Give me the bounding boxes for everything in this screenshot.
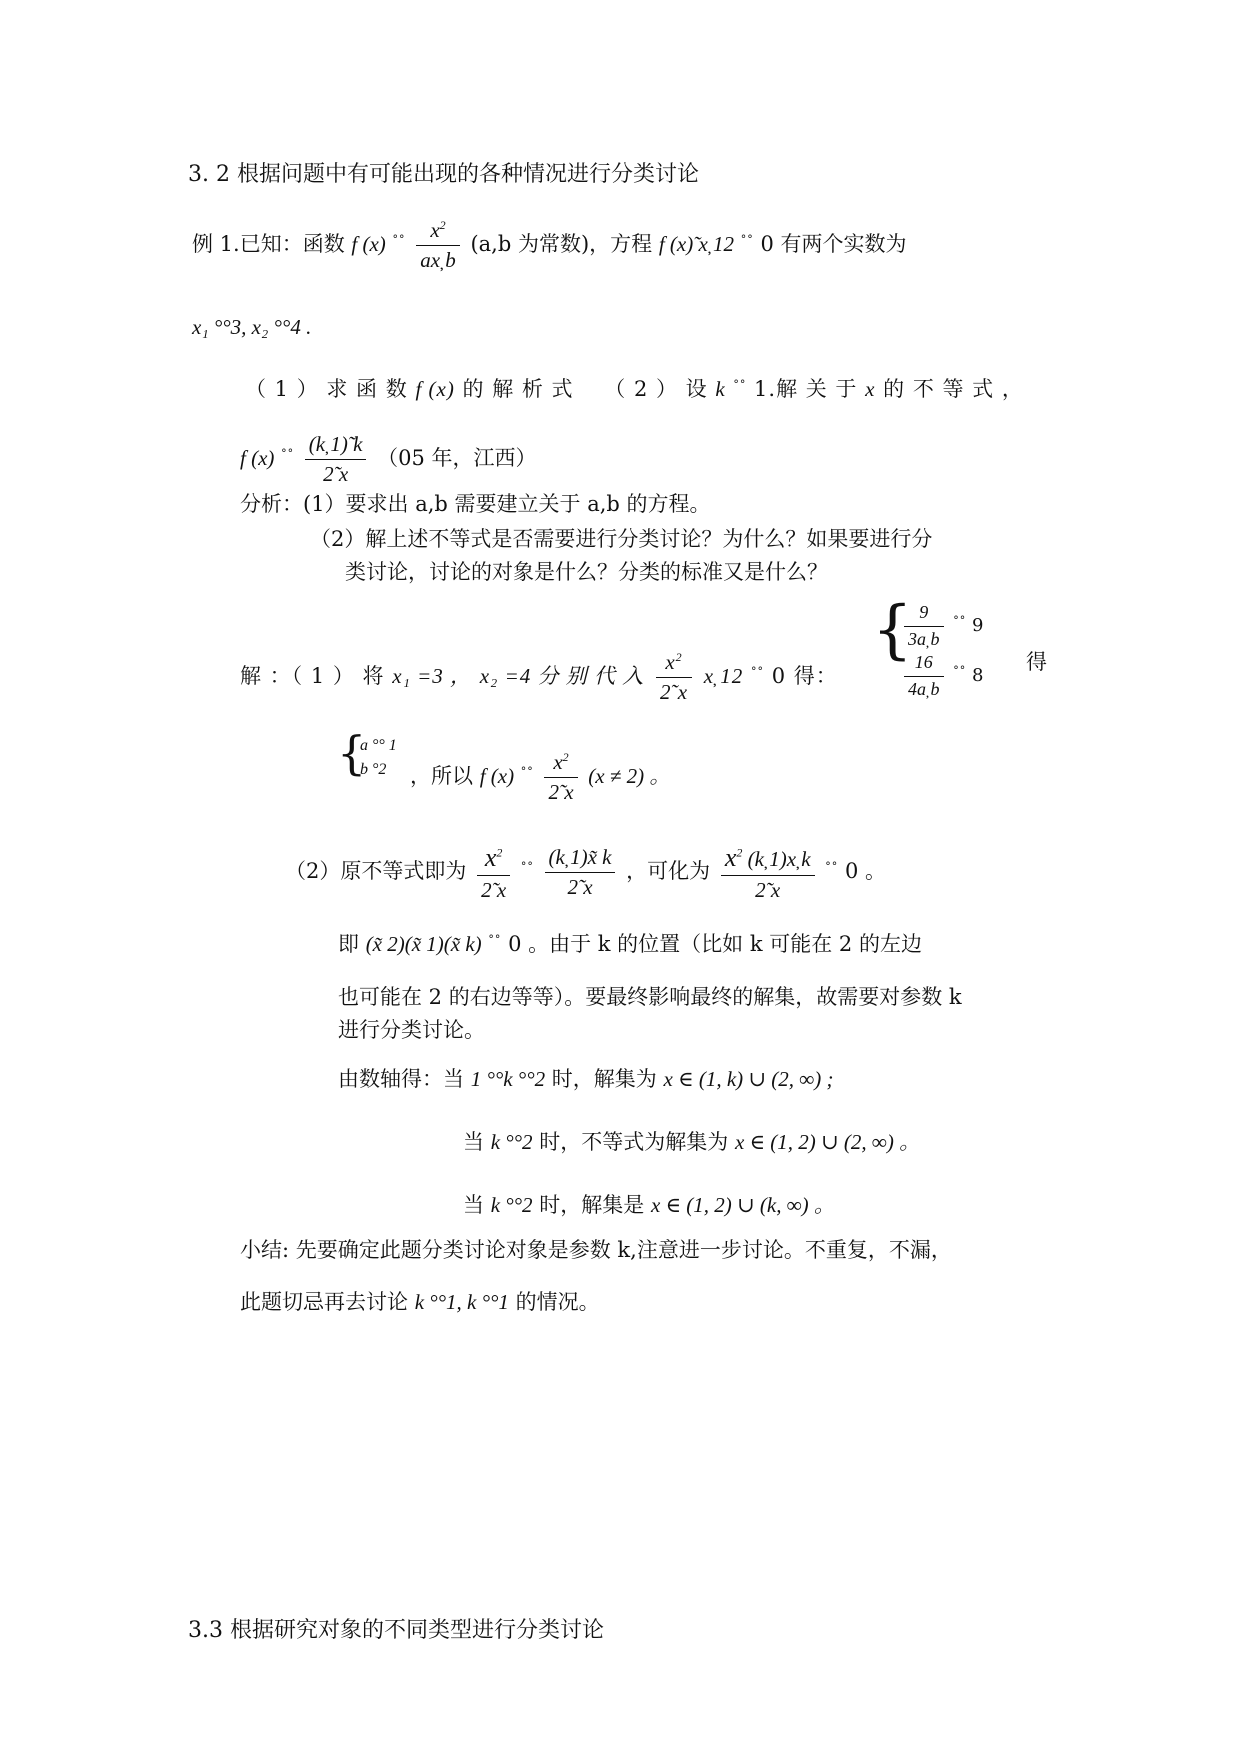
- solution-glyph: °°: [751, 665, 764, 679]
- case-1-set: x ∈ (1, k) ∪ (2, ∞) ;: [663, 1067, 834, 1091]
- part2-tail: 0 。: [844, 859, 887, 884]
- equation-tail: 0 有两个实数为: [760, 232, 907, 257]
- cont-line-3: 进行分类讨论。: [338, 1018, 485, 1042]
- system-rhs-2: 8: [971, 665, 984, 687]
- ineq-numerator: (k̦ 1)̃ k: [305, 432, 367, 460]
- system-den-1: 3a̦ b: [908, 628, 940, 649]
- system-glyph-1: °°: [953, 614, 967, 628]
- part2-mid: ，可化为: [626, 859, 711, 884]
- part2-frac-2-den: 2̃ x: [567, 875, 593, 900]
- result-glyph: °°: [520, 765, 534, 779]
- solution-fraction: [656, 650, 692, 705]
- cont-expr: (x̃ 2)(x̃ 1)(x̃ k): [365, 932, 482, 956]
- solution-frac-den: 2̃ x: [659, 680, 689, 705]
- result-tail: (x ≠ 2) 。: [588, 764, 671, 789]
- analysis-line-3: 类讨论，讨论的对象是什么？分类的标准又是什么？: [345, 560, 828, 584]
- equals-glyph-2: °°: [740, 233, 754, 247]
- part2-frac-1: [477, 842, 510, 903]
- solution-x2: x₂ =4 分 别 代 入: [479, 664, 645, 689]
- cont-glyph: °°: [488, 933, 502, 946]
- system-glyph-2: °°: [953, 664, 967, 678]
- solution-lead: 解 ：（ 1 ） 将: [240, 664, 385, 689]
- cont-line-2: 也可能在 2 的右边等等）。要最终影响最终的解集，故需要对参数 k: [338, 985, 962, 1009]
- part2-glyph-1: °°: [520, 860, 534, 874]
- function-fraction: [416, 218, 460, 273]
- case-3-mid: 时，解集是: [539, 1193, 645, 1217]
- system-frac-2: [904, 652, 944, 700]
- result-so: ，所以: [410, 764, 473, 789]
- section-heading-3-2: 3. 2 根据问题中有可能出现的各种情况进行分类讨论: [188, 162, 699, 187]
- result-fraction: [544, 750, 577, 805]
- part2-tail: 的 不 等 式 ，: [883, 377, 1024, 401]
- case-2-expr: k °°2: [490, 1130, 533, 1154]
- summary-tail: 的情况。: [515, 1290, 600, 1314]
- part2-frac-3-num: $x^2$ (k̦ 1)x̦ k: [721, 842, 815, 876]
- ineq-fraction: [305, 432, 367, 487]
- params-text: (a,b 为常数)，方程: [470, 232, 653, 257]
- part2-glyph: °°: [733, 378, 747, 391]
- case-1-expr: 1 °°k °°2: [470, 1067, 546, 1091]
- system-num-1: 9: [904, 602, 944, 627]
- case-1-mid: 时，解集为: [551, 1067, 657, 1091]
- part2-glyph-2: °°: [825, 860, 839, 874]
- case-1: [338, 1067, 833, 1092]
- equals-glyph: °°: [392, 233, 406, 247]
- cont-line-1: [338, 932, 922, 957]
- case-2-set: x ∈ (1, 2) ∪ (2, ∞) 。: [734, 1130, 921, 1154]
- ineq-source: （05 年，江西）: [377, 446, 537, 471]
- case-2: [463, 1130, 920, 1155]
- function-f: f (x): [351, 232, 386, 257]
- case-2-lead: 当: [463, 1130, 484, 1154]
- part2-x: x: [865, 377, 876, 401]
- part2-line: [285, 842, 886, 903]
- example-intro: 例 1.已知：函数: [192, 232, 345, 257]
- summary-expr: k °°1, k °°1: [414, 1290, 509, 1314]
- part2-frac-1-den: 2̃ x: [481, 878, 507, 903]
- case-3-set: x ∈ (1, 2) ∪ (k, ∞) 。: [650, 1193, 835, 1217]
- result-a: a °° 1: [360, 737, 397, 754]
- solution-frac-num: $x^2$: [656, 650, 692, 678]
- result-line: [410, 750, 670, 805]
- fraction-denominator: ax̦ b: [420, 248, 456, 273]
- section-heading-3-3: 3.3 根据研究对象的不同类型进行分类讨论: [188, 1618, 604, 1643]
- part2-frac-2-num: (k̦ 1)x̃ k: [545, 845, 616, 873]
- part2-label: （ 2 ） 设: [604, 377, 708, 401]
- case-3-expr: k °°2: [490, 1193, 533, 1217]
- solution-x1: x₁ =3 ，: [392, 664, 473, 689]
- part2-frac-3: [721, 842, 815, 903]
- case-1-lead: 由数轴得：当: [338, 1067, 464, 1091]
- part2-frac-1-num: $x^2$: [477, 842, 510, 876]
- summary-lead: 此题切忌再去讨论: [240, 1290, 408, 1314]
- part1-fx: f (x): [415, 377, 455, 401]
- ineq-glyph: °°: [281, 447, 295, 461]
- system-eq-2: [900, 652, 983, 700]
- inequality-line: [240, 432, 537, 487]
- ineq-denominator: 2̃ x: [323, 462, 349, 487]
- cont-lead: 即: [338, 932, 359, 956]
- system-frac-1: [904, 602, 944, 650]
- system-rhs-1: 9: [971, 615, 984, 637]
- part1-label: （ 1 ） 求 函 数: [245, 377, 408, 401]
- part1-text: 的 解 析 式: [462, 377, 574, 401]
- result-b: b °2: [360, 761, 387, 778]
- ineq-lhs: f (x): [240, 446, 275, 471]
- solution-tail: 0 得：: [771, 664, 838, 689]
- solution-de: 得: [1026, 650, 1047, 674]
- case-2-mid: 时，不等式为解集为: [539, 1130, 729, 1154]
- part2-k: k: [715, 377, 726, 401]
- part2-frac-2: [545, 845, 616, 900]
- equation-expr: f (x)̃ x̦ 12: [658, 232, 735, 257]
- example-1-line: [192, 218, 906, 273]
- question-line: [245, 377, 1024, 402]
- fraction-numerator: $x^2$: [416, 218, 460, 246]
- part2-frac-3-den: 2̃ x: [755, 878, 781, 903]
- analysis-line-1: 分析：(1）要求出 a,b 需要建立关于 a,b 的方程。: [240, 492, 711, 516]
- roots-line: x₁ °°3, x₂ °°4 .: [192, 315, 312, 339]
- case-3-lead: 当: [463, 1193, 484, 1217]
- cont-tail: 0 。由于 k 的位置（比如 k 可能在 2 的左边: [508, 932, 922, 956]
- part2-lead: （2）原不等式即为: [285, 859, 467, 884]
- result-frac-den: 2̃ x: [548, 780, 574, 805]
- system-brace: {: [872, 593, 913, 667]
- result-frac-num: $x^2$: [544, 750, 577, 778]
- solution-line: [240, 650, 838, 705]
- solution-tail-eq: x̦ 12: [703, 664, 744, 689]
- summary-line-1: 小结: 先要确定此题分类讨论对象是参数 k,注意进一步讨论。不重复，不漏，: [240, 1238, 952, 1262]
- system-eq-1: [900, 602, 983, 650]
- case-3: [463, 1193, 835, 1218]
- analysis-line-2: （2）解上述不等式是否需要进行分类讨论？为什么？如果要进行分: [310, 527, 933, 551]
- part2-cond: 1.解 关 于: [754, 377, 858, 401]
- summary-line-2: [240, 1290, 600, 1315]
- result-fx: f (x): [479, 764, 515, 789]
- system-den-2: 4a̦ b: [908, 678, 940, 699]
- system-num-2: 16: [904, 652, 944, 677]
- result-brace: {: [337, 726, 367, 780]
